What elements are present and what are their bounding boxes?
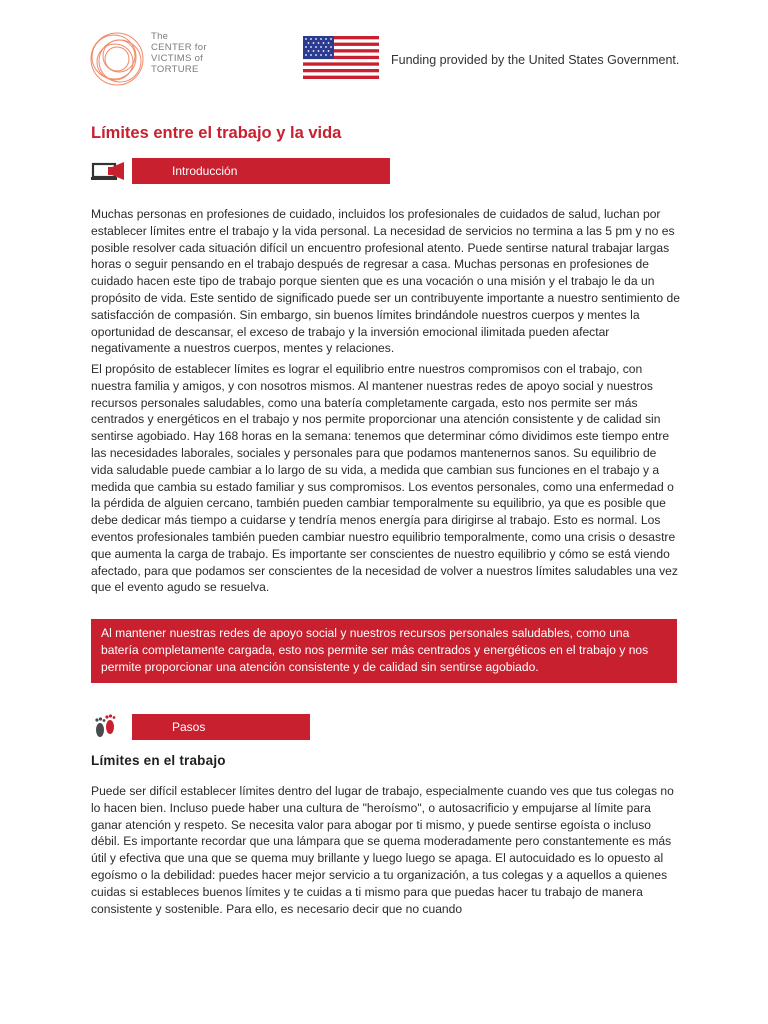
logo-line: TORTURE (151, 64, 199, 75)
logo-line: The (151, 31, 169, 42)
subsection-heading: Límites en el trabajo (91, 753, 226, 768)
laptop-megaphone-icon (90, 155, 132, 187)
logo-line: VICTIMS of (151, 53, 204, 64)
intro-paragraph-2: El propósito de establecer límites es lograr el equilibrio entre nuestros compromisos con el trabajo, con nuestra familia y amigos, y con nosotros mismos. Al mantener nuestras redes de apoyo social y nuestros recursos personales saludables, como una batería completamente cargada, esto nos permite ser más centrados y energéticos en el trabajo y nos permite proporcionar una atención consistente y de calidad sin sentirse agobiado. Hay 168 horas en la semana: tenemos que determinar cómo dividimos este tiempo entre las necesidades laborales, sociales y personales para que podamos mantenernos sanos. Su equilibrio de vida saludable puede cambiar a lo largo de su vida, a medida que cambian sus funciones en el trabajo y a medida que cambia su estado familiar y sus compromisos. Los eventos personales, como una enfermedad o la pérdida de alguien cercano, también pueden cambiar temporalmente su equilibrio, ya que es posible que debe dedicar más tiempo a cuidarse y tendría menos energía para dirigirse al trabajo. Esto es normal. Los eventos profesionales también pueden cambiar nuestro equilibrio temporalmente, como una crisis o desastre que aumenta la carga de trabajo. Es importante ser conscientes de nuestro equilibrio y cómo se está viendo afectado, para que podamos ser conscientes de la necesidad de volver a nuestros límites saludables una vez que el evento agudo se resuelva. (91, 362, 678, 595)
intro-paragraph-1: Muchas personas en profesiones de cuidado, incluidos los profesionales de cuidados de salud, luchan por establecer límites entre el trabajo y la vida personal. La necesidad de servicios no termina a las 5 pm y no es posible resolver cada situación difícil un encuentro profesional atento. Puede sentirse natural trabajar largas horas o seguir pensando en el trabajo después de regresar a casa. Muchas personas en profesiones de cuidado hacen este tipo de trabajo porque sienten que es una vocación o una misión y el trabajo le da un propósito de vida. Este sentido de significado puede ser un contribuyente importante a nuestro sentimiento de satisfacción de compasión. Sin embargo, sin buenos límites brindándole nuestros cuerpos y mentes la oportunidad de descansar, el exceso de trabajo y la inversión emocional ilimitada pueden afectar negativamente a nuestros cuerpos, mentes y relaciones. (91, 207, 680, 356)
logo-wordmark (151, 31, 231, 75)
section-label: Pasos (128, 714, 310, 740)
section-header-pasos (90, 711, 312, 743)
work-limits-paragraph: Puede ser difícil establecer límites dentro del lugar de trabajo, especialmente cuando ves que tus colegas no lo hacen bien. Incluso puede haber una cultura de "heroísmo", o autosacrificio y empujarse al límite para ganar atención y respeto. Se necesita valor para abogar por ti mismo, y puede sentirse egoísta o incluso débil. Es importante recordar que una lámpara que se quema moderadamente pero constantemente es más útil y efectiva que una que se quema muy brillante y luego luego se apaga. El autocuidado es lo opuesto al egoísmo o la debilidad: puedes hacer mejor servicio a tu organización, a tus colegas y a aquellos a quienes cuidas si estableces buenos límites y te cuidas a ti mismo para que puedas hacer tu trabajo de manera consistente y sostenible. Para ello, es necesario decir que no cuando (91, 784, 674, 916)
cvt-logo-icon (88, 30, 146, 88)
logo-line: CENTER for (151, 42, 207, 53)
page-title: Límites entre el trabajo y la vida (91, 124, 342, 142)
section-header-introduccion (90, 155, 390, 187)
us-flag-icon (303, 36, 379, 79)
footprints-icon (90, 711, 132, 743)
funding-notice: Funding provided by the United States Government. (391, 53, 680, 67)
section-label: Introducción (128, 158, 390, 184)
highlight-callout: Al mantener nuestras redes de apoyo social y nuestros recursos personales saludables, como una batería completamente cargada, esto nos permite ser más centrados y energéticos en el trabajo y nos permite proporcionar una atención consistente y de calidad sin sentirse agobiado. (91, 619, 677, 683)
page-header (0, 0, 768, 100)
